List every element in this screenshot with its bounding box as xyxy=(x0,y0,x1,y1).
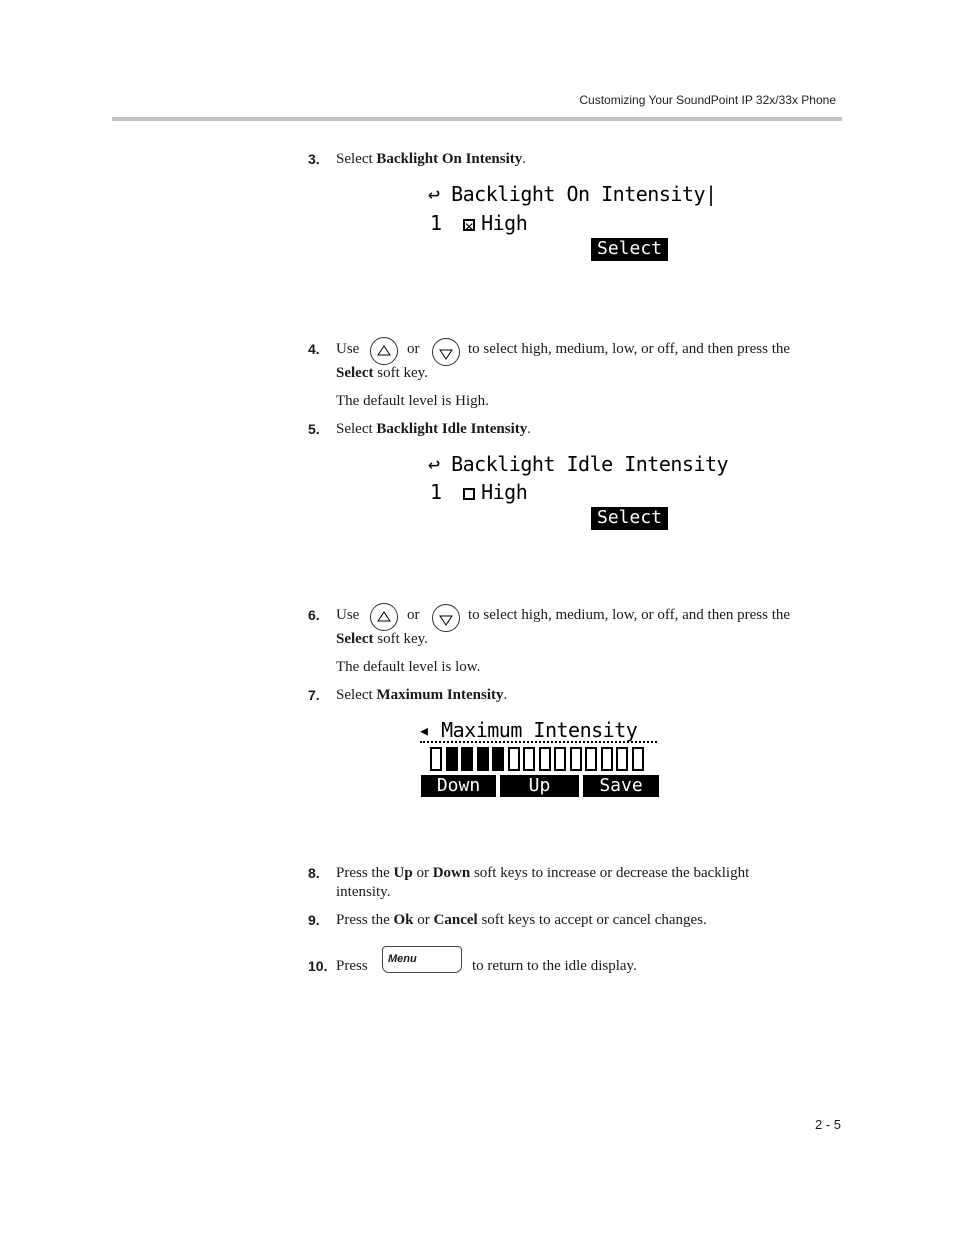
step-text: Press the Ok or Cancel soft keys to accept or cancel changes. xyxy=(336,912,707,928)
step-number: 4. xyxy=(308,341,320,357)
intensity-level-cell xyxy=(570,747,582,771)
step-text: Use xyxy=(336,607,360,623)
default-note: The default level is low. xyxy=(336,659,481,675)
save-softkey[interactable]: Save xyxy=(583,775,659,797)
up-arrow-icon xyxy=(377,611,391,623)
running-header: Customizing Your SoundPoint IP 32x/33x Phone xyxy=(579,93,836,107)
menu-key[interactable]: Menu xyxy=(382,946,462,973)
back-caret-icon: ◂ xyxy=(418,718,430,742)
unchecked-box-icon xyxy=(463,488,475,500)
lcd-title-row: ◂ Maximum Intensity xyxy=(418,718,638,742)
step-number: 9. xyxy=(308,912,320,928)
intensity-level-cell xyxy=(523,747,535,771)
lcd-option-row: 1 ✕ High xyxy=(430,212,527,234)
back-arrow-icon: ↩ xyxy=(428,452,440,476)
down-softkey[interactable]: Down xyxy=(421,775,496,797)
step-number: 7. xyxy=(308,687,320,703)
intensity-level-cell xyxy=(461,747,473,771)
intensity-level-cell xyxy=(508,747,520,771)
intensity-level-cell xyxy=(539,747,551,771)
step-text: Press the Up or Down soft keys to increase or decrease the backlight xyxy=(336,865,750,881)
checked-box-icon xyxy=(463,219,475,231)
down-arrow-icon xyxy=(439,614,453,626)
page-number: 2 - 5 xyxy=(814,1117,841,1132)
intensity-level-cell xyxy=(477,747,489,771)
intensity-level-cell xyxy=(446,747,458,771)
intensity-level-cell xyxy=(430,747,442,771)
step-text: Use xyxy=(336,341,360,357)
title-divider xyxy=(420,741,657,743)
up-arrow-key[interactable] xyxy=(370,603,398,631)
lcd-title-row: ↩ Backlight Idle Intensity xyxy=(428,452,729,476)
down-arrow-key[interactable] xyxy=(432,604,460,632)
header-rule xyxy=(112,117,842,121)
intensity-level-cell xyxy=(632,747,644,771)
cursor-icon: | xyxy=(705,182,717,206)
step-text: Select Backlight Idle Intensity. xyxy=(336,421,532,437)
up-arrow-key[interactable] xyxy=(370,337,398,365)
step-text: Select Maximum Intensity. xyxy=(336,687,508,703)
step-text: Press xyxy=(336,958,368,974)
select-softkey[interactable]: Select xyxy=(591,238,668,261)
down-arrow-icon xyxy=(439,348,453,360)
intensity-level-cell xyxy=(585,747,597,771)
step-number: 3. xyxy=(308,151,320,167)
default-note: The default level is High. xyxy=(336,393,489,409)
intensity-level-cell xyxy=(492,747,504,771)
intensity-level-cell xyxy=(616,747,628,771)
intensity-level-cell xyxy=(601,747,613,771)
up-softkey[interactable]: Up xyxy=(500,775,579,797)
select-softkey[interactable]: Select xyxy=(591,507,668,530)
intensity-level-cell xyxy=(554,747,566,771)
step-number: 8. xyxy=(308,865,320,881)
step-text: Select Backlight On Intensity. xyxy=(336,151,527,167)
lcd-option-row: 1 High xyxy=(430,480,528,504)
step-number: 6. xyxy=(308,607,320,623)
step-number: 5. xyxy=(308,421,320,437)
back-arrow-icon: ↩ xyxy=(428,182,440,206)
lcd-title-row: ↩ Backlight On Intensity| xyxy=(428,182,717,206)
step-number: 10. xyxy=(308,958,328,974)
up-arrow-icon xyxy=(377,345,391,357)
down-arrow-key[interactable] xyxy=(432,338,460,366)
